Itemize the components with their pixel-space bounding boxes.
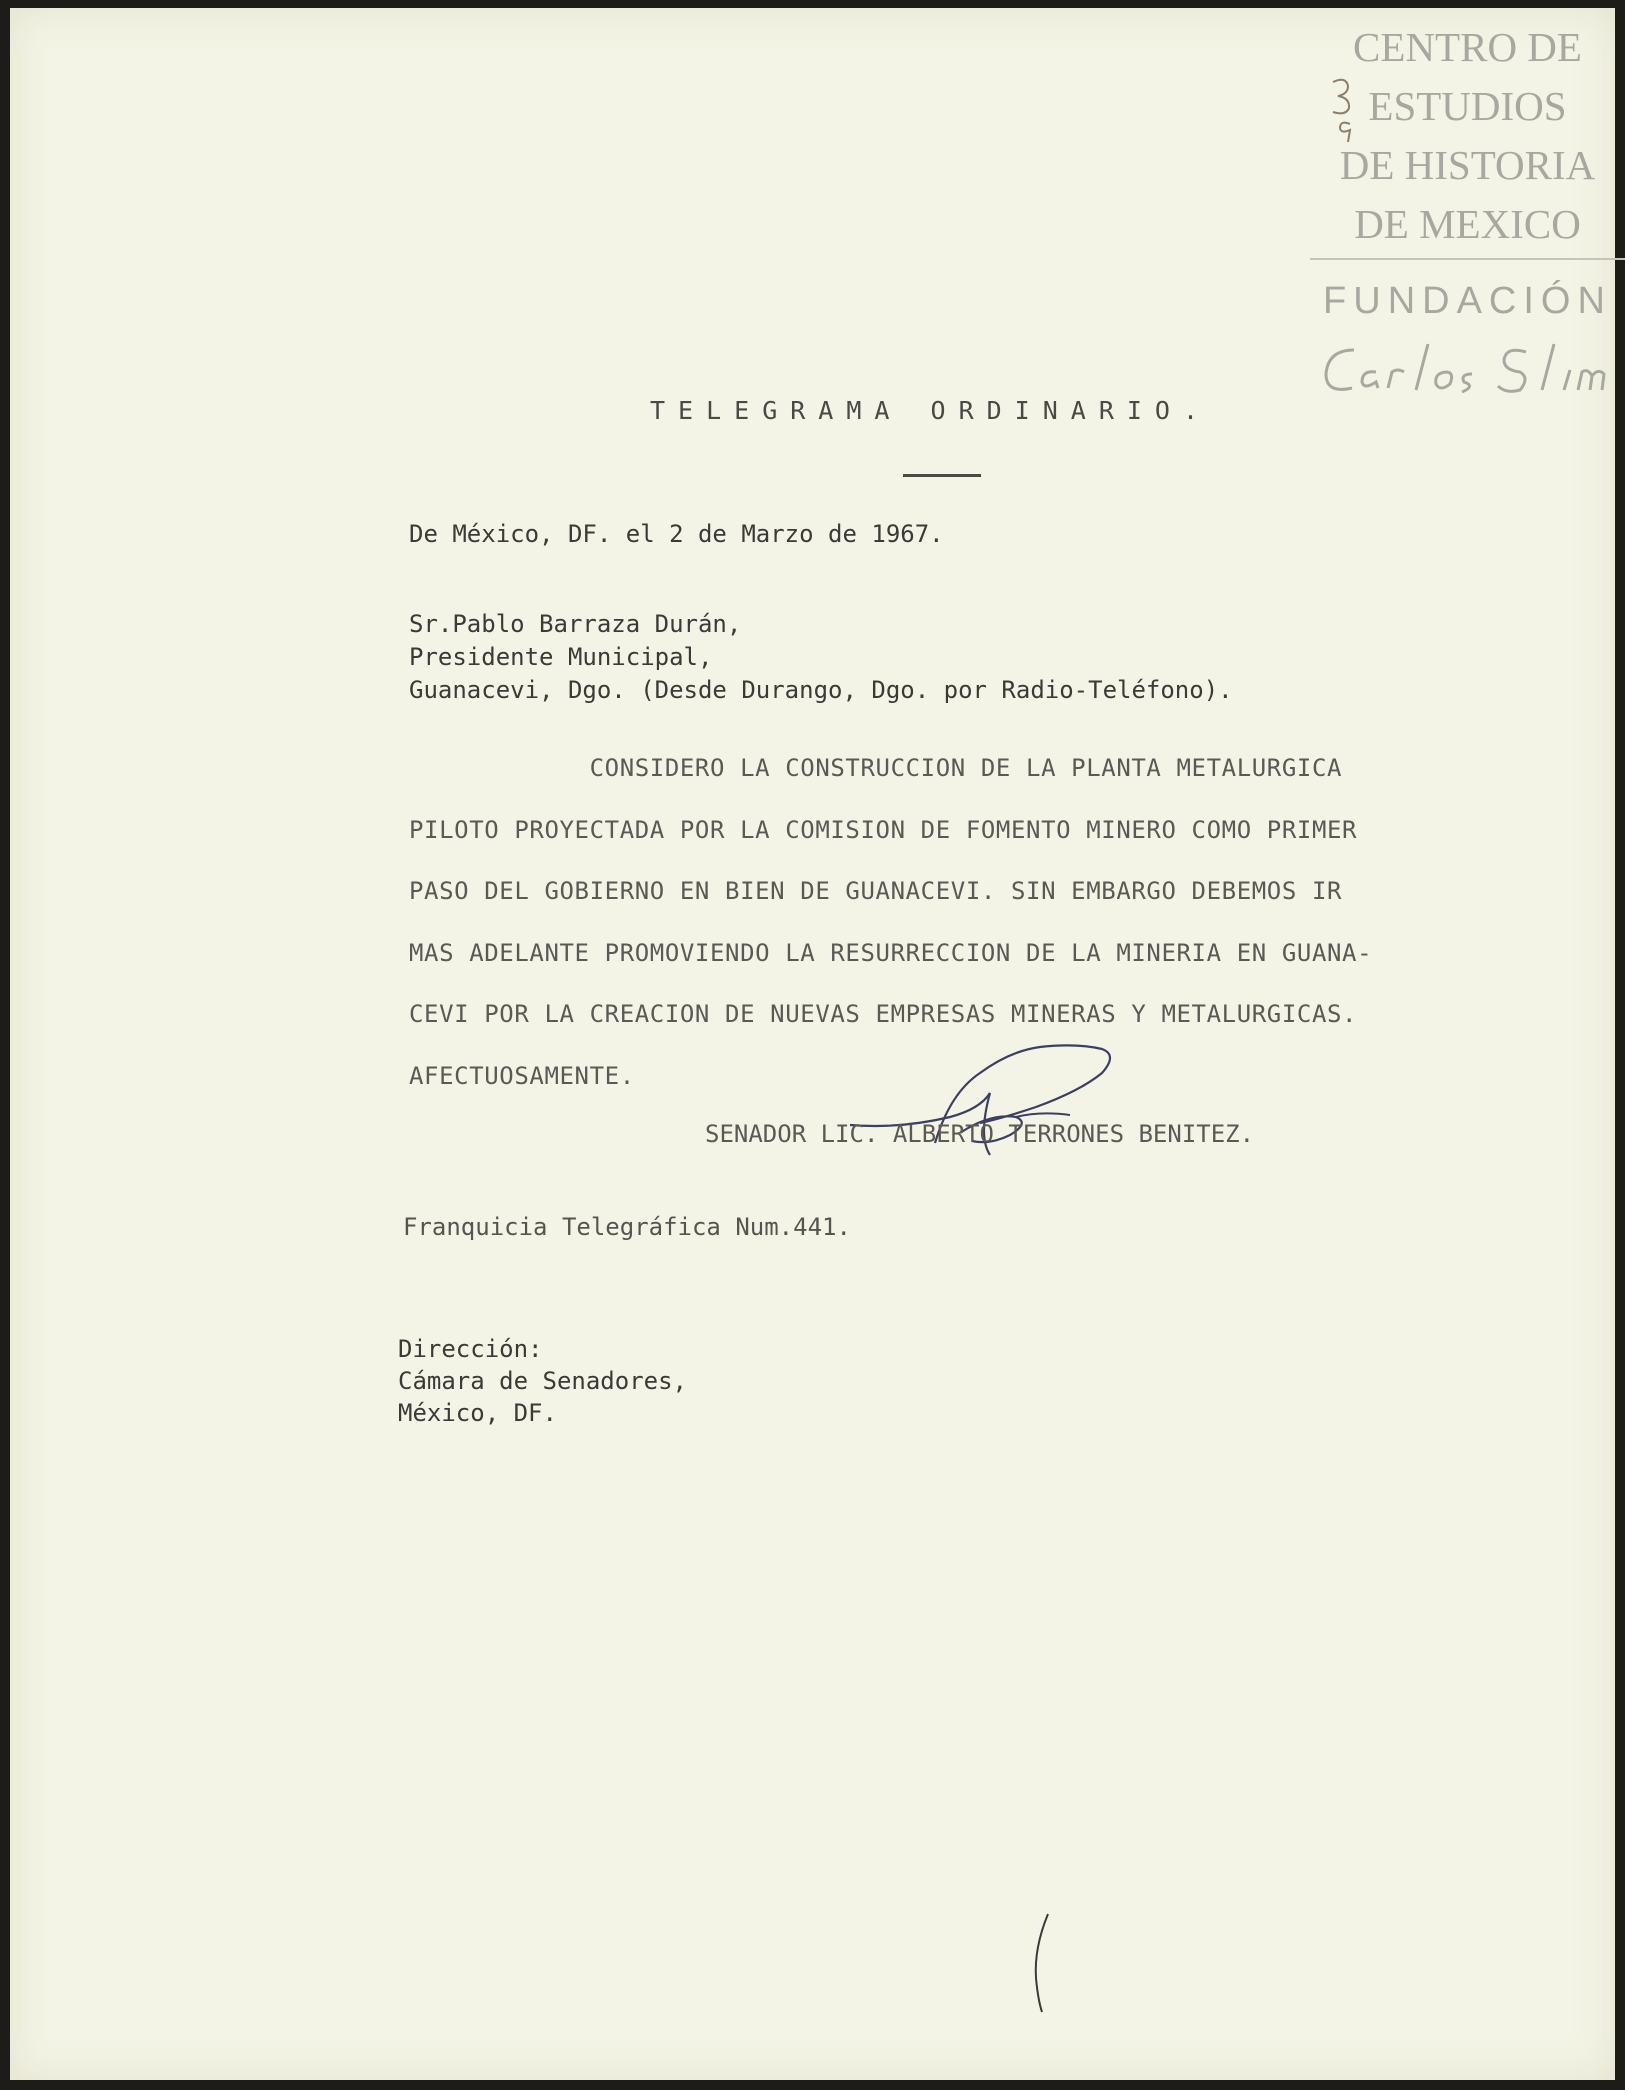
message-line-2: PILOTO PROYECTADA POR LA COMISION DE FOMENTO MINERO COMO PRIMER [409,815,1358,844]
address-line-1: Cámara de Senadores, [398,1367,687,1395]
telegram-title: TELEGRAMA ORDINARIO. [650,396,1212,425]
telegraph-franchise: Franquicia Telegráfica Num.441. [403,1213,851,1241]
watermark-line-2: ESTUDIOS [1368,83,1567,129]
addressee-line-3: Guanacevi, Dgo. (Desde Durango, Dgo. por Radio-Teléfono). [409,676,1233,704]
message-closing: AFECTUOSAMENTE. [409,1061,635,1090]
watermark-divider [1310,258,1625,260]
signatory-name: SENADOR LIC. ALBERTO TERRONES BENITEZ. [705,1120,1255,1148]
address-line-2: México, DF. [398,1399,557,1427]
watermark-line-3: DE HISTORIA [1339,142,1596,188]
addressee-line-1: Sr.Pablo Barraza Durán, [409,610,742,638]
message-line-1: CONSIDERO LA CONSTRUCCION DE LA PLANTA METALURGICA [409,754,1343,782]
address-label: Dirección: [398,1335,543,1363]
sender-address [398,1333,687,1429]
addressee-block [409,608,1233,707]
foundation-watermark [1310,18,1625,408]
message-line-5: CEVI POR LA CREACION DE NUEVAS EMPRESAS MINERAS Y METALURGICAS. [409,1000,1358,1028]
watermark-line-1: CENTRO DE [1353,24,1582,70]
pen-stroke-mark [1020,1908,1060,2018]
watermark-line-4: DE MEXICO [1354,201,1581,247]
dateline: De México, DF. el 2 de Marzo de 1967. [409,520,944,548]
title-underline [903,474,981,477]
watermark-fundacion: FUNDACIÓN [1323,280,1612,322]
document-sheet [10,8,1615,2080]
carlos-slim-logo [1316,336,1622,406]
addressee-line-2: Presidente Municipal, [409,643,713,671]
message-line-4: MAS ADELANTE PROMOVIENDO LA RESURRECCION DE LA MINERIA EN GUANA- [409,938,1373,967]
message-line-3: PASO DEL GOBIERNO EN BIEN DE GUANACEVI. SIN EMBARGO DEBEMOS IR [409,877,1343,905]
